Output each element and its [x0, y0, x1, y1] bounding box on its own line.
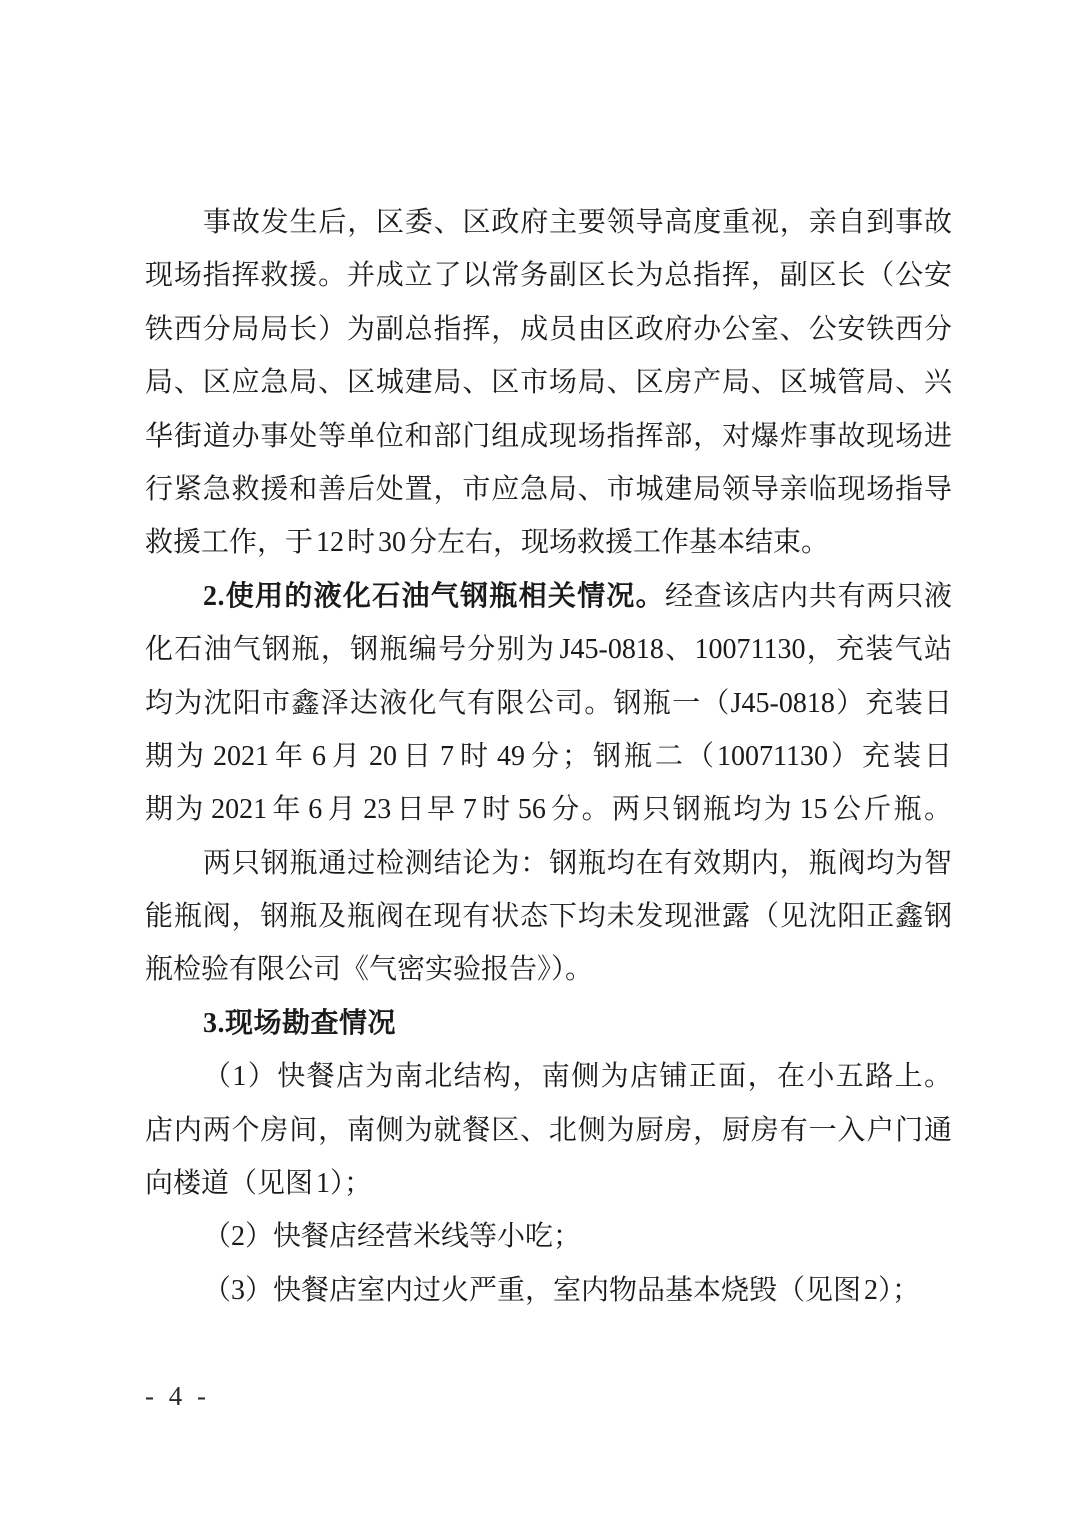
line-text-segment: 均为沈阳市鑫泽达液化气有限公司。钢瓶一（J45-0818）充装日 [145, 687, 952, 719]
line-text-segment: （1）快餐店为南北结构，南侧为店铺正面，在小五路上。 [203, 1061, 952, 1093]
paragraph [145, 196, 952, 570]
text-line [145, 356, 952, 409]
line-text-segment: 化石油气钢瓶，钢瓶编号分别为 J45-0818、10071130，充装气站 [145, 634, 952, 666]
section-3-heading: 3.现场勘查情况 [203, 1007, 397, 1039]
line-text-segment: 经查该店内共有两只液 [664, 580, 952, 612]
text-line [145, 890, 952, 943]
paragraph [145, 1210, 952, 1263]
text-line [145, 1104, 952, 1157]
paragraph [145, 997, 952, 1050]
text-line [145, 1210, 952, 1263]
text-line [145, 837, 952, 890]
line-text-segment: 店内两个房间，南侧为就餐区、北侧为厨房，厨房有一入户门通 [145, 1114, 952, 1146]
text-line [145, 1050, 952, 1103]
document-body [145, 196, 952, 1317]
text-line [145, 677, 952, 730]
text-line [145, 249, 952, 302]
paragraph [145, 1264, 952, 1317]
line-text-segment: 救援工作，于 12 时 30 分左右，现场救援工作基本结束。 [145, 527, 830, 559]
text-line [145, 303, 952, 356]
line-text-segment: 瓶检验有限公司《气密实验报告》）。 [145, 954, 594, 986]
text-line [145, 1157, 952, 1210]
line-text-segment: （3）快餐店室内过火严重，室内物品基本烧毁（见图 2）； [203, 1274, 921, 1306]
line-text-segment: 铁西分局局长）为副总指挥，成员由区政府办公室、公安铁西分 [145, 313, 952, 345]
line-text-segment: 能瓶阀，钢瓶及瓶阀在现有状态下均未发现泄露（见沈阳正鑫钢 [145, 901, 952, 933]
section-2-heading: 2.使用的液化石油气钢瓶相关情况。 [203, 580, 665, 612]
line-text-segment: 华街道办事处等单位和部门组成现场指挥部，对爆炸事故现场进 [145, 420, 952, 452]
paragraph [145, 570, 952, 837]
text-line [145, 463, 952, 516]
paragraph [145, 1050, 952, 1210]
line-text-segment: 局、区应急局、区城建局、区市场局、区房产局、区城管局、兴 [145, 367, 952, 399]
paragraph [145, 837, 952, 997]
text-line [145, 997, 952, 1050]
page-number: - 4 - [145, 1381, 210, 1411]
text-line [145, 623, 952, 676]
line-text-segment: 事故发生后，区委、区政府主要领导高度重视，亲自到事故 [203, 207, 952, 238]
line-text-segment: 期为 2021 年 6 月 20 日 7 时 49 分；钢瓶二（10071130）充装日 [145, 740, 952, 772]
line-text-segment: 行紧急救援和善后处置，市应急局、市城建局领导亲临现场指导 [145, 473, 952, 505]
text-line [145, 196, 952, 249]
text-line [145, 943, 952, 996]
text-line [145, 730, 952, 783]
line-text-segment: （2）快餐店经营米线等小吃； [203, 1221, 582, 1253]
text-line [145, 570, 952, 623]
text-line [145, 783, 952, 836]
line-text-segment: 期为 2021 年 6 月 23 日早 7 时 56 分。两只钢瓶均为 15 公斤瓶。 [145, 794, 952, 826]
line-text-segment: 向楼道（见图 1）； [145, 1168, 373, 1200]
text-line [145, 1264, 952, 1317]
text-line [145, 410, 952, 463]
line-text-segment: 两只钢瓶通过检测结论为：钢瓶均在有效期内，瓶阀均为智 [203, 847, 952, 879]
text-line [145, 516, 952, 569]
line-text-segment: 现场指挥救援。并成立了以常务副区长为总指挥，副区长（公安 [145, 260, 952, 292]
